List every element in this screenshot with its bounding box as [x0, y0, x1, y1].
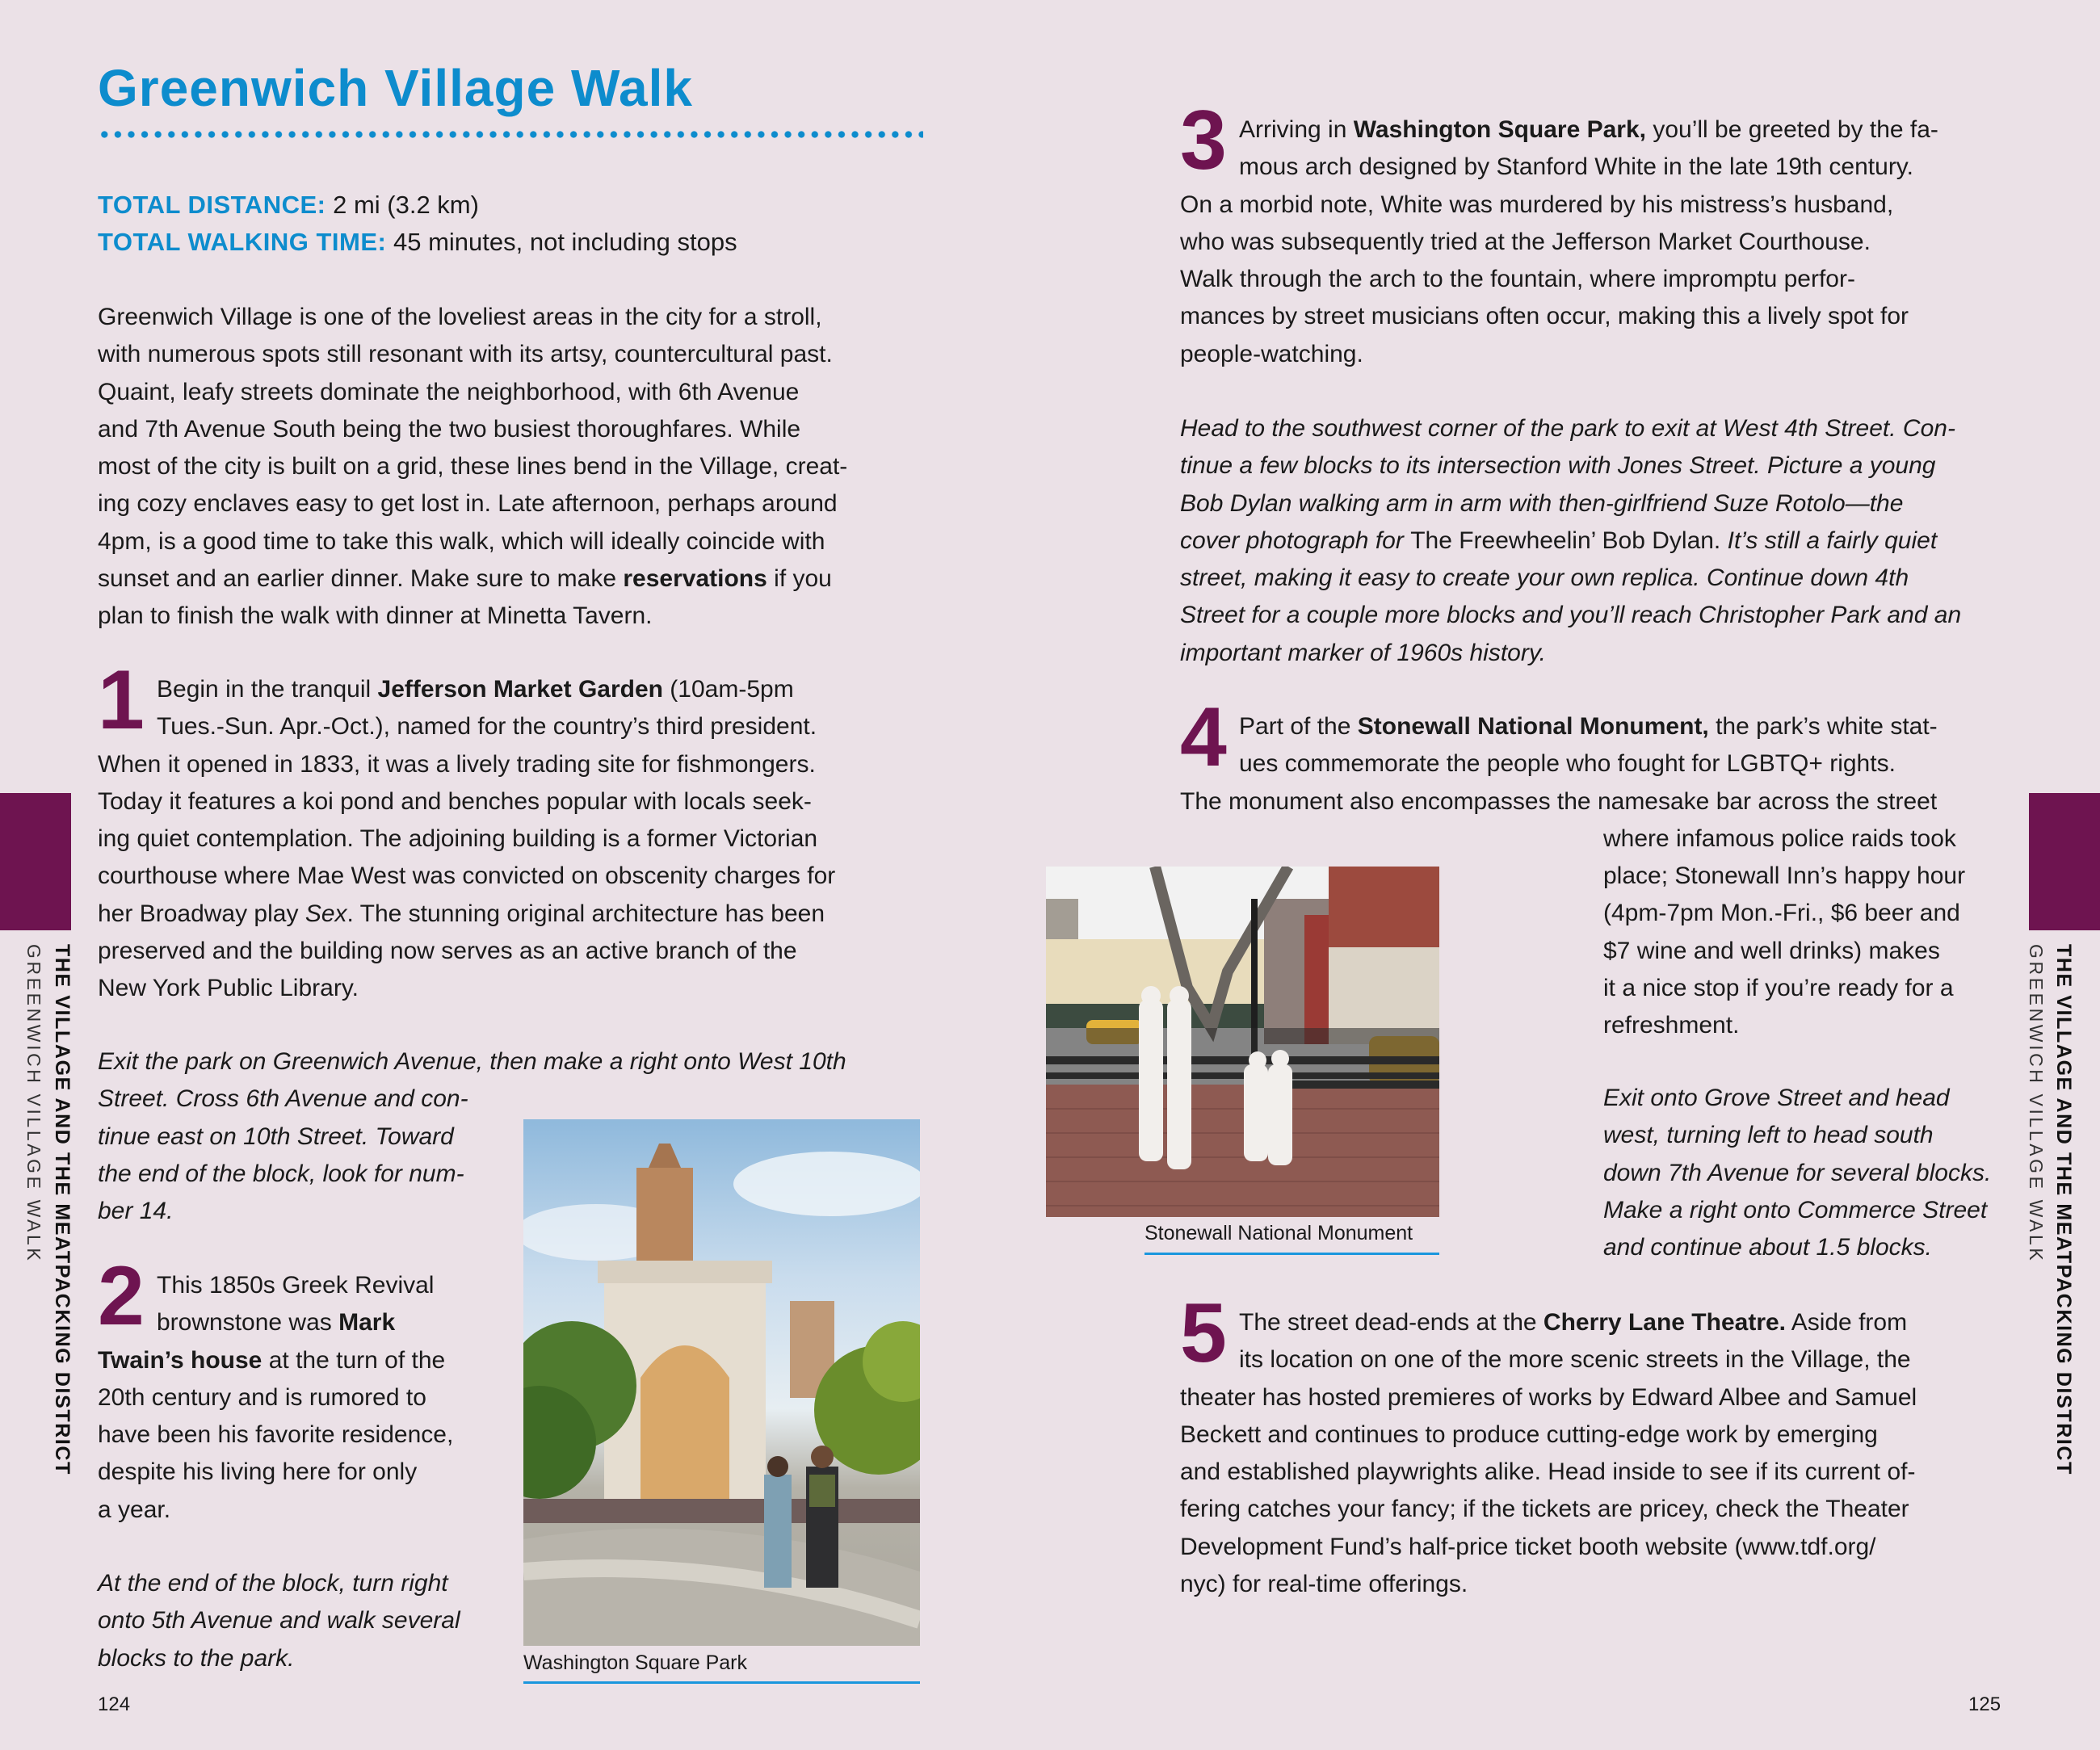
step-1-paragraph — [98, 653, 923, 1008]
text-line — [1603, 1192, 2004, 1229]
bold-text: reservations — [623, 565, 767, 593]
step-number: 1 — [98, 653, 145, 747]
text-run: courthouse where Mae West was convicted on obscenity charges for — [98, 862, 836, 890]
text-run: sunset and an earlier dinner. Make sure to make — [98, 565, 624, 593]
bold-text: Jefferson Market Garden — [377, 676, 663, 703]
text-run: When it opened in 1833, it was a lively trading site for fishmongers. — [98, 750, 816, 778]
text-line — [98, 746, 923, 783]
text-run: The monument also encompasses the namesake bar across the street — [1180, 787, 1938, 815]
caption-rule — [523, 1681, 920, 1684]
text-line — [1180, 745, 2004, 783]
text-run: 20th century and is rumored to — [98, 1383, 426, 1411]
text-line — [1603, 1080, 2004, 1117]
text-line — [98, 1416, 494, 1454]
text-run: its location on one of the more scenic streets in the Village, the — [1239, 1346, 1911, 1374]
text-run: Development Fund’s half-price ticket booth website (www.tdf.org/ — [1180, 1533, 1876, 1560]
text-run: Beckett and continues to produce cutting-edge work by emerging — [1180, 1421, 1878, 1448]
text-line — [98, 1565, 494, 1602]
text-run: down 7th Avenue for several blocks. — [1603, 1159, 1992, 1186]
total-walking-time-label: TOTAL WALKING TIME: — [98, 228, 387, 256]
text-run: blocks to the park. — [98, 1644, 295, 1672]
text-line — [98, 448, 923, 485]
text-run: The street dead-ends at the — [1239, 1309, 1544, 1336]
text-run: Walk through the arch to the fountain, where impromptu perfor- — [1180, 266, 1855, 293]
text-line — [98, 1454, 494, 1491]
text-run: Exit onto Grove Street and head — [1603, 1085, 1950, 1111]
washington-square-park-caption: Washington Square Park — [523, 1651, 748, 1674]
text-line — [98, 523, 923, 560]
text-line — [1180, 224, 2004, 261]
washington-square-park-illustration — [523, 1119, 920, 1646]
bold-text: Mark — [338, 1309, 396, 1337]
caption-rule — [1144, 1253, 1439, 1255]
text-run: and 7th Avenue South being the two busiest thoroughfares. While — [98, 415, 801, 443]
text-line — [1180, 1416, 2004, 1454]
text-line — [1180, 597, 2004, 634]
text-line — [1180, 1529, 2004, 1566]
section-title-vertical-left: THE VILLAGE AND THE MEATPACKING DISTRICT — [51, 944, 74, 1475]
text-run: Street. Cross 6th Avenue and con- — [98, 1085, 468, 1113]
text-line — [1180, 261, 2004, 298]
text-run: the park’s white stat- — [1708, 713, 1938, 740]
text-line — [1180, 298, 2004, 335]
text-line — [98, 1602, 494, 1639]
text-line — [1180, 560, 2004, 597]
intro-paragraph — [98, 299, 923, 636]
text-line — [98, 970, 923, 1007]
text-line — [1180, 635, 2004, 672]
text-line — [98, 708, 923, 745]
text-run: plan to finish the walk with dinner at Minetta Tavern. — [98, 602, 653, 630]
text-run: if you — [766, 565, 832, 593]
directions-3-paragraph — [1180, 410, 2004, 672]
text-run: her Broadway play — [98, 900, 305, 927]
text-line — [1180, 187, 2004, 224]
text-run: ing quiet contemplation. The adjoining building is a former Victorian — [98, 825, 818, 853]
text-line — [1180, 1341, 2004, 1379]
text-line — [1180, 1491, 2004, 1528]
text-run: 4pm, is a good time to take this walk, which will ideally coincide with — [98, 527, 825, 555]
text-run: onto 5th Avenue and walk several — [98, 1607, 460, 1635]
text-run: street, making it easy to create your own replica. Continue down 4th — [1180, 564, 1909, 592]
text-line — [98, 336, 923, 373]
text-run: most of the city is built on a grid, these lines bend in the Village, creat- — [98, 453, 848, 481]
text-run: Greenwich Village is one of the loveliest areas in the city for a stroll, — [98, 304, 822, 330]
text-run: the end of the block, look for num- — [98, 1160, 464, 1187]
text-run: Part of the — [1239, 713, 1358, 740]
text-run: Make a right onto Commerce Street — [1603, 1196, 1988, 1223]
text-line — [1180, 485, 2004, 522]
text-run: Tues.-Sun. Apr.-Oct.), named for the country’s third president. — [157, 713, 817, 741]
text-run: and continue about 1.5 blocks. — [1603, 1234, 1932, 1261]
text-run: . The stunning original architecture has been — [346, 900, 825, 927]
section-tab-right — [2029, 793, 2100, 930]
text-run: cover photograph for — [1180, 527, 1411, 554]
text-run: Today it features a koi pond and benches popular with locals seek- — [98, 787, 812, 815]
text-run: people-watching. — [1180, 340, 1363, 367]
text-run: have been his favorite residence, — [98, 1421, 454, 1449]
text-run: mous arch designed by Stanford White in the late 19th century. — [1239, 153, 1913, 181]
text-line — [1180, 1304, 2004, 1341]
text-run: Begin in the tranquil — [157, 676, 378, 703]
bold-text: Cherry Lane Theatre. — [1543, 1309, 1787, 1336]
total-walking-time — [98, 224, 737, 261]
page-number-left: 124 — [98, 1693, 131, 1715]
text-run: nyc) for real-time offerings. — [1180, 1571, 1468, 1598]
text-run: tinue east on 10th Street. Toward — [98, 1123, 454, 1150]
text-line — [1603, 1117, 2004, 1154]
text-line — [1180, 447, 2004, 485]
text-line — [1180, 783, 2004, 820]
step-5-paragraph — [1180, 1286, 2004, 1603]
step-number: 3 — [1180, 94, 1227, 187]
text-run: who was subsequently tried at the Jefferson Market Courthouse. — [1180, 228, 1871, 255]
text-run: with numerous spots still resonant with its artsy, countercultural past. — [98, 341, 833, 368]
section-title-vertical-right: THE VILLAGE AND THE MEATPACKING DISTRICT — [2052, 944, 2075, 1475]
text-run: ber 14. — [98, 1198, 174, 1225]
total-distance-label: TOTAL DISTANCE: — [98, 191, 326, 219]
text-line — [98, 1043, 923, 1081]
text-run: $7 wine and well drinks) makes — [1603, 937, 1940, 964]
text-line — [98, 1081, 923, 1118]
bold-text: Stonewall National Monument, — [1357, 713, 1709, 740]
text-run: mances by street musicians often occur, making this a lively spot for — [1180, 303, 1909, 330]
text-line — [98, 933, 923, 970]
text-line — [98, 896, 923, 933]
page-number-right: 125 — [1968, 1693, 2001, 1715]
text-run: a year. — [98, 1496, 171, 1523]
text-run: refreshment. — [1603, 1012, 1740, 1039]
text-run: This 1850s Greek Revival — [157, 1272, 435, 1299]
text-run: west, turning left to head south — [1603, 1122, 1934, 1149]
step-number: 5 — [1180, 1286, 1227, 1380]
text-run: New York Public Library. — [98, 975, 359, 1002]
text-line — [98, 1342, 494, 1379]
text-line — [98, 1379, 494, 1416]
text-line — [1180, 1566, 2004, 1603]
step-number: 4 — [1180, 690, 1227, 784]
text-run: Street for a couple more blocks and you’ll reach Christopher Park and an — [1180, 602, 1962, 629]
text-line — [98, 1640, 494, 1677]
bold-text: Twain’s house — [98, 1346, 262, 1374]
bold-text: Washington Square Park, — [1353, 116, 1647, 143]
text-line — [1603, 1155, 2004, 1192]
text-line — [1180, 522, 2004, 560]
text-run: at the turn of the — [262, 1346, 446, 1374]
washington-square-park-photo — [523, 1119, 920, 1646]
text-run: fering catches your fancy; if the tickets are pricey, check the Theater — [1180, 1496, 1909, 1523]
text-line — [98, 858, 923, 895]
text-line — [1180, 1454, 2004, 1491]
text-run: Bob Dylan walking arm in arm with then-girlfriend Suze Rotolo—the — [1180, 489, 1904, 517]
text-line — [1180, 336, 2004, 373]
text-run: and established playwrights alike. Head inside to see if its current of- — [1180, 1458, 1916, 1486]
text-run: It’s still a fairly quiet — [1720, 527, 1938, 554]
text-line — [98, 820, 923, 858]
text-line — [98, 1267, 494, 1304]
text-line — [98, 598, 923, 635]
page-title: Greenwich Village Walk — [98, 59, 693, 117]
total-distance — [98, 187, 479, 224]
text-run: (4pm-7pm Mon.-Fri., $6 beer and — [1603, 900, 1960, 927]
text-run: Aside from — [1786, 1309, 1908, 1336]
text-line — [98, 411, 923, 448]
text-line — [98, 560, 923, 598]
text-run: Head to the southwest corner of the park to exit at West 4th Street. Con- — [1180, 415, 1955, 442]
text-run: ues commemorate the people who fought for LGBTQ+ rights. — [1239, 750, 1896, 778]
text-line — [1180, 708, 2004, 745]
text-line — [98, 374, 923, 411]
text-run: important marker of 1960s history. — [1180, 639, 1546, 666]
stonewall-national-monument-photo — [1046, 867, 1439, 1217]
total-distance-value: 2 mi (3.2 km) — [326, 191, 479, 219]
text-run: Exit the park on Greenwich Avenue, then make a right onto West 10th — [98, 1048, 846, 1075]
text-line — [98, 1304, 494, 1341]
italic-text: Sex — [304, 900, 347, 927]
step-3-paragraph — [1180, 94, 2004, 373]
text-run: At the end of the block, turn right — [98, 1570, 448, 1597]
text-line — [98, 1492, 494, 1529]
text-line — [1180, 410, 2004, 447]
text-line — [98, 671, 923, 708]
text-run: tinue a few blocks to its intersection with Jones Street. Picture a young — [1180, 452, 1936, 480]
step-number: 2 — [98, 1249, 145, 1343]
total-walking-time-value: 45 minutes, not including stops — [386, 228, 737, 256]
text-run: where infamous police raids took — [1603, 825, 1956, 852]
step-2-paragraph — [98, 1249, 494, 1529]
text-run: ing cozy enclaves easy to get lost in. Late afternoon, perhaps around — [98, 490, 838, 518]
text-run: On a morbid note, White was murdered by his mistress’s husband, — [1180, 191, 1894, 218]
text-run: preserved and the building now serves as an active branch of the — [98, 938, 797, 965]
text-run: (10am-5pm — [662, 676, 794, 703]
text-line — [1180, 820, 2004, 858]
text-line — [1180, 111, 2004, 149]
text-run: it a nice stop if you’re ready for a — [1603, 975, 1954, 1002]
text-line — [1180, 149, 2004, 186]
text-line — [98, 783, 923, 820]
directions-2-paragraph — [98, 1565, 494, 1677]
roman-text: The Freewheelin’ Bob Dylan. — [1410, 527, 1721, 554]
text-line — [1603, 1229, 2004, 1266]
text-run: despite his living here for only — [98, 1458, 418, 1486]
text-run: Arriving in — [1239, 116, 1354, 143]
text-run: you’ll be greeted by the fa- — [1646, 116, 1938, 143]
stonewall-illustration — [1046, 867, 1439, 1217]
text-run: Quaint, leafy streets dominate the neighborhood, with 6th Avenue — [98, 378, 800, 405]
directions-4-paragraph — [1603, 1080, 2004, 1266]
text-run: theater has hosted premieres of works by Edward Albee and Samuel — [1180, 1383, 1917, 1411]
subsection-title-vertical-right: GREENWICH VILLAGE WALK — [2026, 944, 2047, 1264]
dotted-divider — [98, 131, 923, 138]
text-line — [98, 299, 923, 336]
text-run: brownstone was — [157, 1309, 339, 1337]
subsection-title-vertical-left: GREENWICH VILLAGE WALK — [23, 944, 44, 1264]
stonewall-caption: Stonewall National Monument — [1144, 1222, 1413, 1244]
text-line — [1180, 1379, 2004, 1416]
text-run: place; Stonewall Inn’s happy hour — [1603, 862, 1966, 890]
text-line — [98, 485, 923, 522]
section-tab-left — [0, 793, 71, 930]
